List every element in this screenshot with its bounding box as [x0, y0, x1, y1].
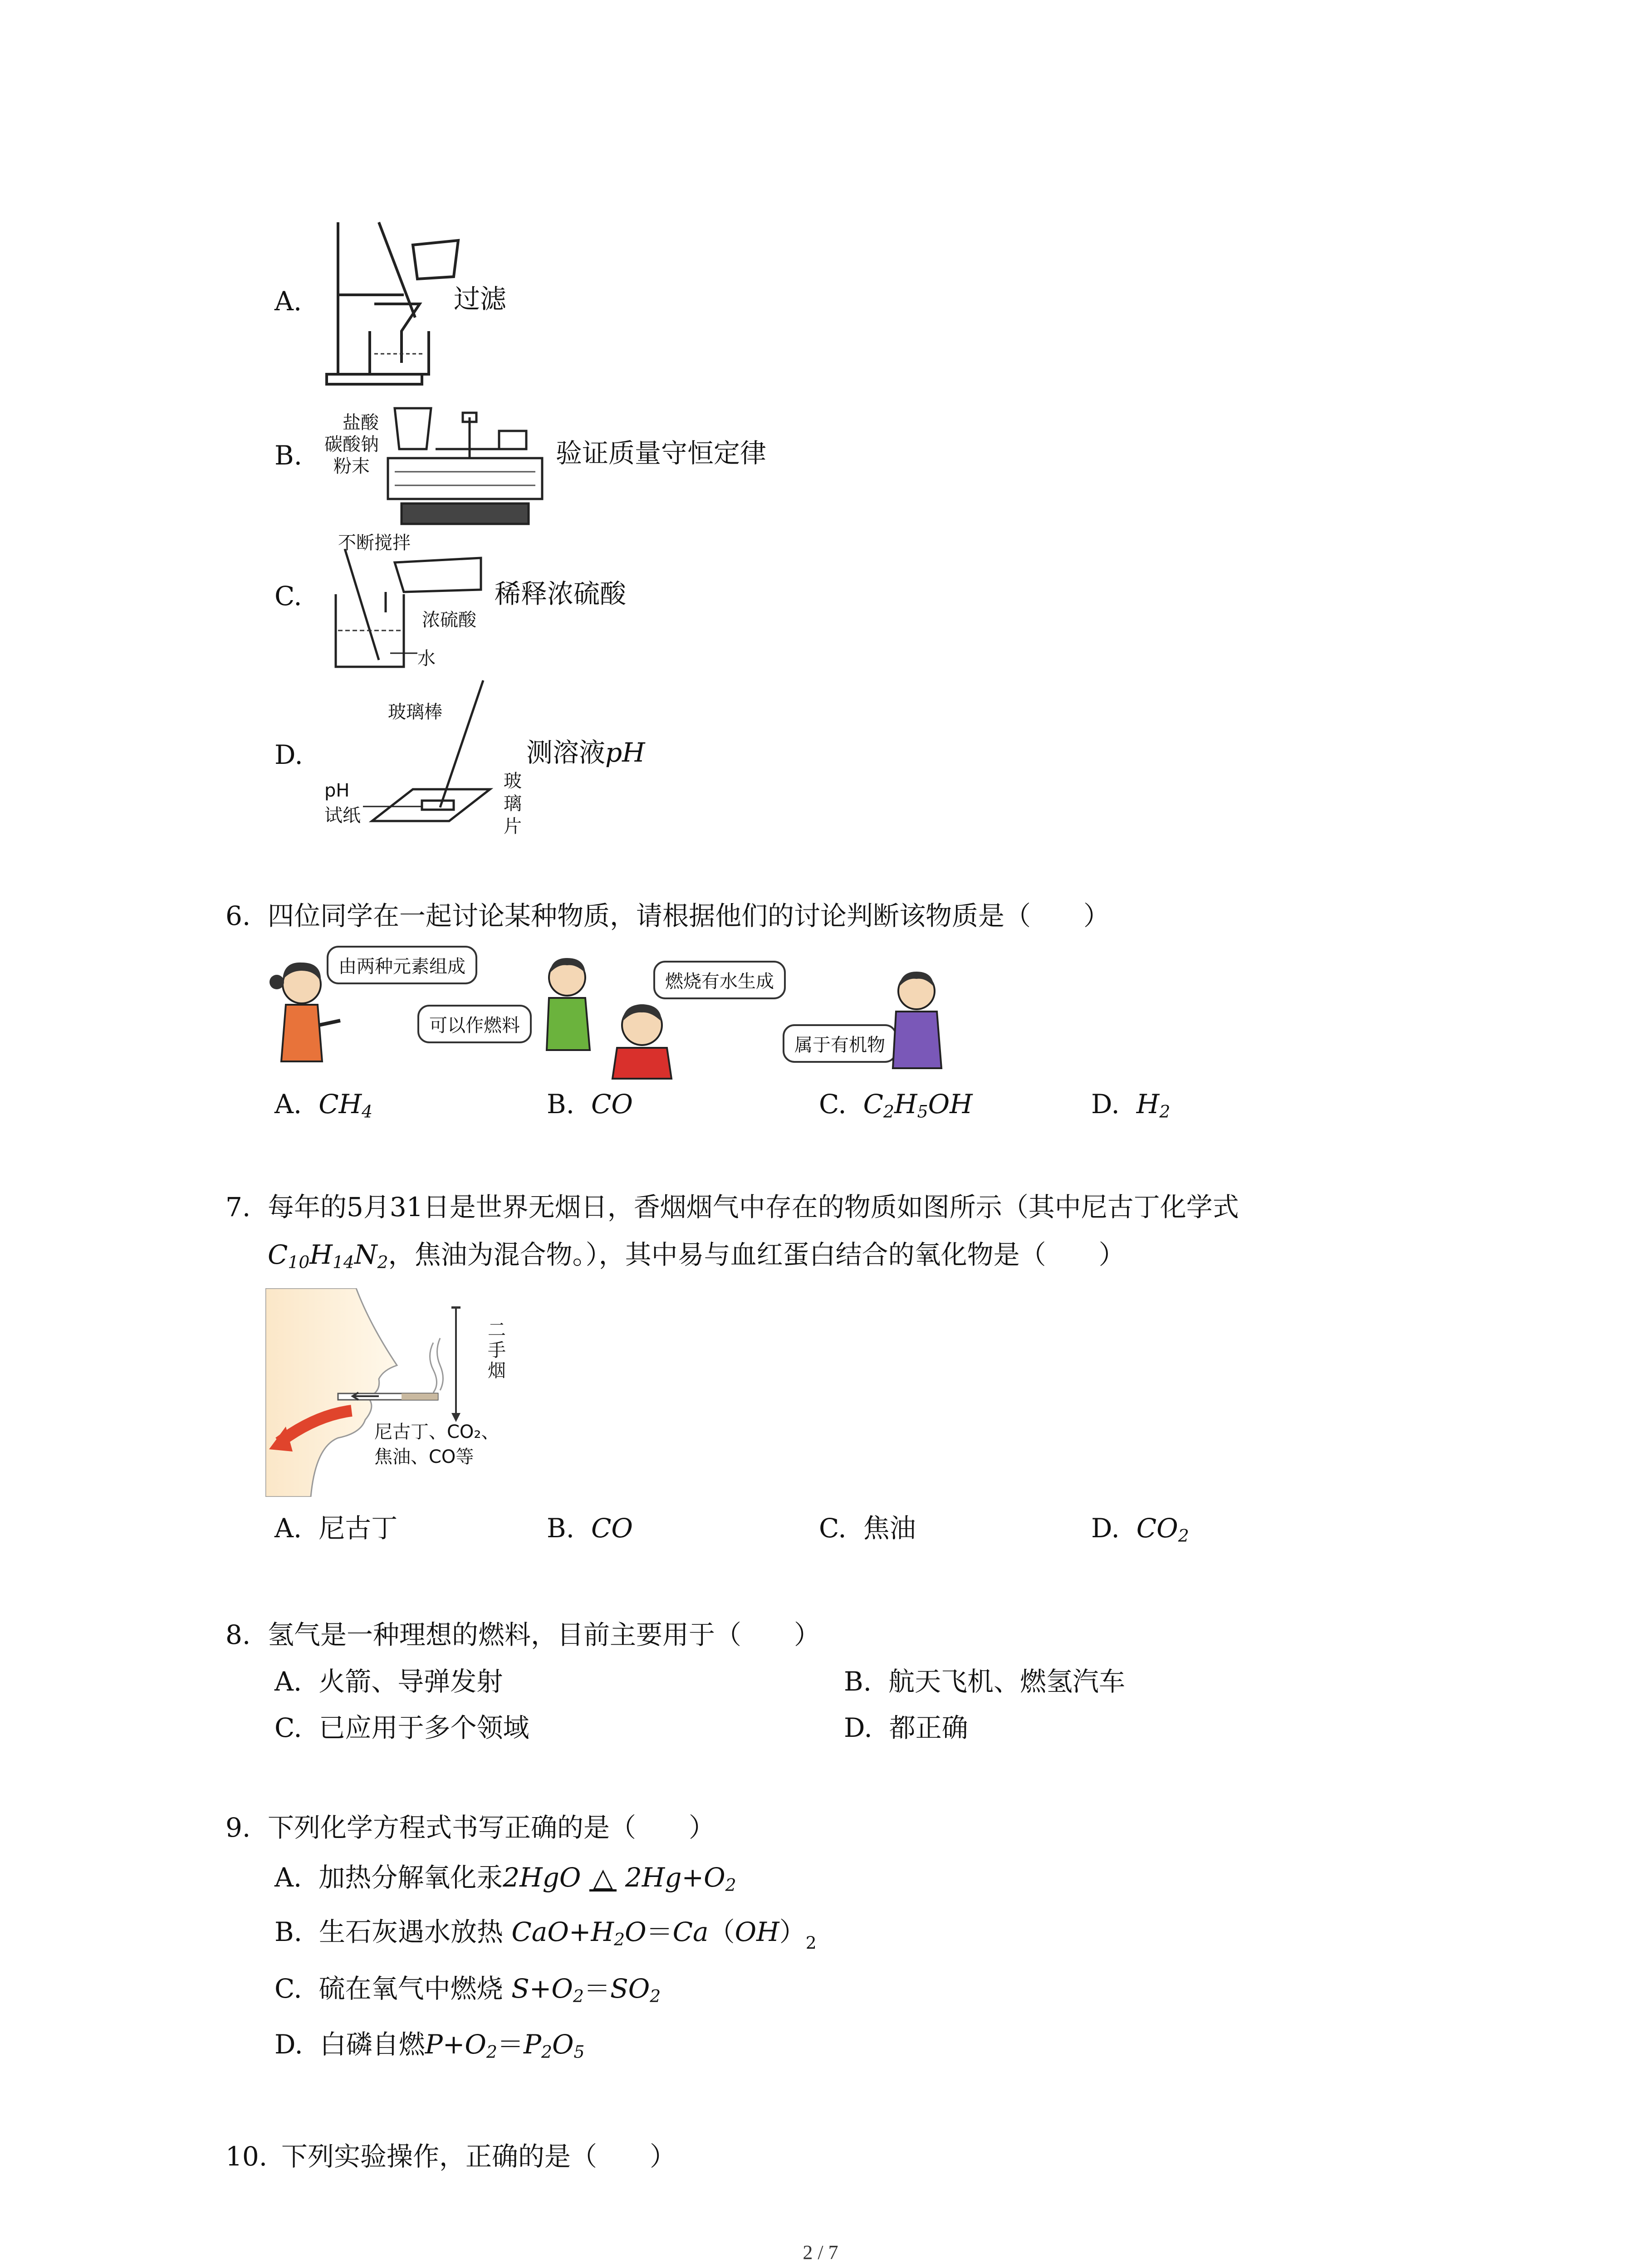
fig-d-label-glass-3: 片 — [504, 816, 522, 837]
fig-b-label-powder: 粉末 — [333, 456, 370, 477]
fig-c-label-stir: 不断搅拌 — [338, 533, 411, 553]
fig-c-label-water: 水 — [417, 648, 436, 669]
q7-option-d: D. $CO_2$ — [1091, 1513, 1189, 1546]
fig-b-label-na2co3: 碳酸钠 — [324, 434, 379, 455]
fig-d-label-paper: 试纸 — [324, 805, 361, 826]
q5-option-c-text: 稀释浓硫酸 — [495, 578, 627, 609]
q10-stem: 下列实验操作，正确的是（ ） — [281, 2141, 676, 2172]
filtration-figure — [318, 218, 472, 390]
fig-d-label-glass-2: 璃 — [504, 793, 522, 814]
q8-option-a: A. 火箭、导弹发射 — [274, 1666, 503, 1697]
mass-conservation-figure — [381, 399, 554, 526]
q7-option-b: B. CO — [547, 1513, 633, 1544]
bubble-water: 燃烧有水生成 — [653, 961, 786, 999]
fig7-label-smoke-3: 烟 — [488, 1360, 506, 1381]
q6-option-b: B. CO — [547, 1089, 633, 1119]
q6-option-a: A. $CH_4$ — [274, 1089, 373, 1122]
student-3-figure — [603, 998, 681, 1080]
q6-option-d: D. $H_2$ — [1091, 1089, 1171, 1122]
student-2-figure — [535, 953, 603, 1057]
bubble-organic: 属于有机物 — [783, 1024, 897, 1063]
q6-number: 6. — [225, 900, 251, 931]
q7-option-c: C. 焦油 — [819, 1513, 916, 1544]
fig-d-label-rod: 玻璃棒 — [388, 702, 442, 723]
q9-option-b: B. 生石灰遇水放热 $CaO+H_2O=Ca(OH)_2$ — [274, 1916, 817, 1953]
fig-d-label-glass-1: 玻 — [504, 771, 522, 792]
dilute-acid-figure — [327, 549, 490, 671]
q7-option-a: A. 尼古丁 — [274, 1513, 398, 1544]
q5-option-b-letter: B. — [274, 440, 303, 471]
q10-number: 10. — [225, 2141, 268, 2172]
q9-option-d: D. 白磷自燃$P+O_2=P_2O_5$ — [274, 2029, 585, 2062]
q8-option-b: B. 航天飞机、燃氢汽车 — [844, 1666, 1125, 1697]
q5-option-d-text: 测溶液pH — [526, 737, 645, 768]
q6-option-c: C. $C_2H_5OH$ — [819, 1089, 973, 1122]
fig7-label-smoke-1: 二 — [488, 1320, 506, 1340]
q9-number: 9. — [225, 1812, 251, 1843]
fig-d-label-ph: pH — [324, 780, 350, 801]
q5-option-b-text: 验证质量守恒定律 — [556, 438, 767, 469]
q8-option-d: D. 都正确 — [844, 1712, 968, 1743]
fig7-label-line2: 焦油、CO等 — [374, 1447, 474, 1467]
page-number: 2 / 7 — [803, 2241, 838, 2263]
q5-option-a-letter: A. — [274, 286, 302, 317]
q7-stem-line1: 每年的5月31日是世界无烟日，香烟烟气中存在的物质如图所示（其中尼古丁化学式 — [268, 1192, 1239, 1222]
q8-stem: 氢气是一种理想的燃料，目前主要用于（ ） — [268, 1619, 821, 1650]
q9-stem: 下列化学方程式书写正确的是（ ） — [268, 1812, 715, 1843]
q9-option-c: C. 硫在氧气中燃烧 $S+O_2=SO_2$ — [274, 1973, 661, 2006]
student-4-figure — [885, 966, 948, 1070]
bubble-fuel: 可以作燃料 — [417, 1005, 532, 1043]
measure-ph-figure — [363, 676, 499, 826]
fig7-label-line1: 尼古丁、CO₂、 — [374, 1422, 500, 1442]
q7-number: 7. — [225, 1192, 251, 1222]
fig7-label-smoke-2: 手 — [488, 1340, 506, 1361]
q8-number: 8. — [225, 1619, 251, 1650]
q5-option-c-letter: C. — [274, 581, 302, 611]
q8-option-c: C. 已应用于多个领域 — [274, 1712, 529, 1743]
q9-option-a: A. 加热分解氧化汞2HgO △ $2Hg+O_2$ — [274, 1862, 736, 1895]
q5-option-a-text: 过滤 — [454, 284, 507, 314]
fig-b-label-hcl: 盐酸 — [343, 412, 379, 433]
bubble-two-elements: 由两种元素组成 — [327, 946, 477, 984]
q5-option-d-letter: D. — [274, 739, 303, 770]
fig-c-label-acid: 浓硫酸 — [422, 610, 476, 631]
q6-stem: 四位同学在一起讨论某种物质，请根据他们的讨论判断该物质是（ ） — [268, 900, 1110, 931]
q7-stem-line2: $C_{10}H_{14}N_2$，焦油为混合物。），其中易与血红蛋白结合的氧化物是（ ） — [268, 1239, 1125, 1272]
